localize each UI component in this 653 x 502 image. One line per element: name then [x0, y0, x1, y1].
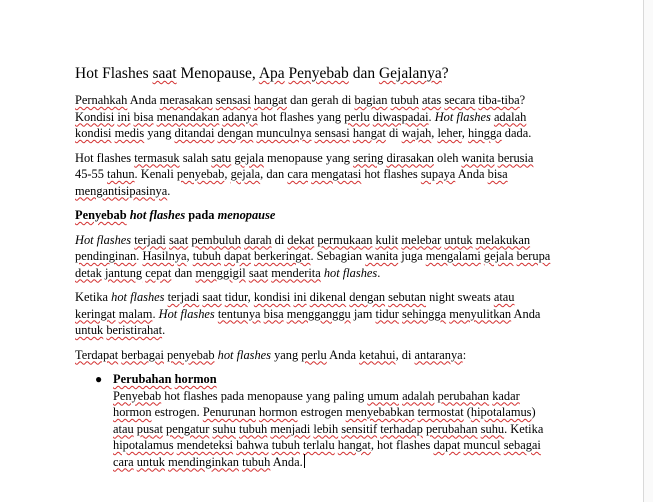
paragraph-4-rich: Ketika hot flashes terjadi saat tidur, kondisi ini dikenal dengan sebutan night sweats atau keringat malam. Hot flashes tentunya bisa mengganggu jam tidur sehingga menyulitkan Anda untuk beristirahat. [75, 290, 541, 337]
paragraph-3[interactable] [75, 232, 553, 282]
title-rich: Hot Flashes saat Menopause, Apa Penyebab dan Gejalanya? [75, 65, 449, 82]
page-edge [643, 0, 653, 502]
bullet-list [75, 371, 553, 470]
document-title[interactable] [75, 64, 553, 84]
list-item-title: Perubahan hormon [113, 372, 217, 386]
bullet-icon: ● [95, 372, 103, 386]
list-item[interactable] [75, 371, 553, 470]
section-heading-rich: Penyebab hot flashes pada menopause [75, 208, 276, 222]
paragraph-5-rich: Terdapat berbagai penyebab hot flashes yang perlu Anda ketahui, di antaranya: [75, 347, 467, 362]
list-item-body-rich: Penyebab hot flashes pada menopause yang paling umum adalah perubahan kadar hormon estrogen. Penurunan hormon estrogen menyebabkan termostat (hipotalamus) atau pusat pengatur suhu tubuh menjadi lebih sensitif terhadap perubahan suhu. Ketika hipotalamus mendeteksi bahwa tubuh terlalu hangat, hot flashes dapat muncul sebagai cara untuk mendinginkan tubuh Anda. [113, 388, 544, 469]
section-heading[interactable] [75, 207, 553, 224]
paragraph-2-rich: Hot flashes termasuk salah satu gejala menopause yang sering dirasakan oleh wanita berusia 45-55 tahun. Kenali penyebab, gejala, dan cara mengatasi hot flashes supaya Anda bisa mengantisipasinya. [75, 150, 534, 198]
document-body[interactable] [75, 64, 553, 470]
paragraph-1[interactable] [75, 92, 553, 142]
text-cursor [304, 454, 305, 468]
paragraph-5[interactable] [75, 347, 553, 364]
paragraph-1-rich: Pernahkah Anda merasakan sensasi hangat dan gerah di bagian tubuh atas secara tiba-tiba? Kondisi ini bisa menandakan adanya hot flashes yang perlu diwaspadai. Hot flashes adalah kondisi medis yang ditandai dengan munculnya sensasi hangat di wajah, leher, hingga dada. [75, 93, 532, 140]
paragraph-3-rich: Hot flashes terjadi saat pembuluh darah di dekat permukaan kulit melebar untuk melakukan pendinginan. Hasilnya, tubuh dapat berkeringat. Sebagian wanita juga mengalami gejala berupa detak jantung cepat dan menggigil saat menderita hot flashes. [75, 232, 551, 280]
paragraph-2[interactable] [75, 150, 553, 200]
paragraph-4[interactable] [75, 289, 553, 339]
list-item-body [113, 388, 553, 471]
